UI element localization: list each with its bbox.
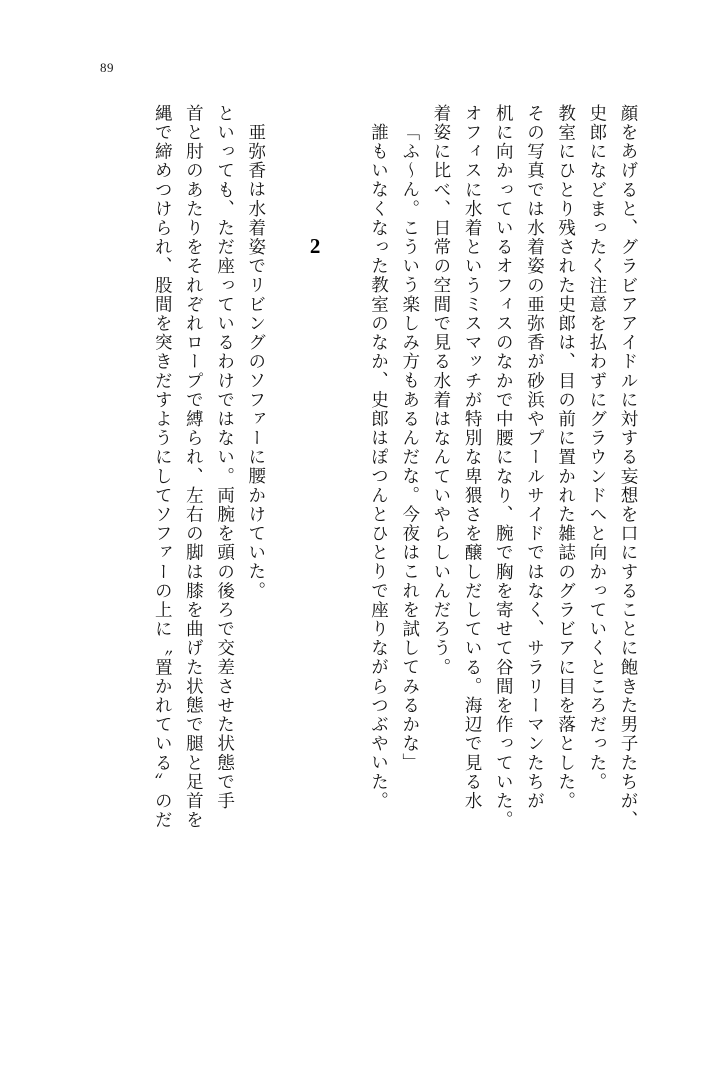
text-column: 首と肘のあたりをそれぞれロープで縛られ、左右の脚は膝を曲げた状態で腿と足首を (184, 104, 205, 830)
column-gap (330, 104, 356, 949)
page-number: 89 (100, 60, 114, 75)
column-gap (268, 104, 294, 949)
section-number: 2 (303, 234, 328, 258)
text-column: その写真では水着姿の亜弥香が砂浜やプールサイドではなく、サラリーマンたちが (525, 104, 546, 811)
text-column: 「ふ〜ん。こういう楽しみ方もあるんだな。今夜はこれを試してみるかな」 (400, 123, 421, 773)
text-column: といっても、ただ座っているわけではない。両腕を頭の後ろで交差させた状態で手 (215, 104, 236, 811)
text-column: 史郎になどまったく注意を払わずにグラウンドへと向かっていくところだった。 (587, 104, 608, 792)
text-column: 亜弥香は水着姿でリビングのソファーに腰かけていた。 (246, 123, 267, 601)
text-column: 机に向かっているオフィスのなかで中腰になり、腕で胸を寄せて谷間を作っていた。 (494, 104, 515, 830)
vertical-text-block (77, 104, 637, 949)
text-column: 顔をあげると、グラビアアイドルに対する妄想を口にすることに飽きた男子たちが、 (619, 104, 639, 830)
text-column: オフィスに水着というミスマッチが特別な卑猥さを醸しだしている。海辺で見る水 (463, 104, 484, 811)
text-column: 縄で締めつけられ、股間を突きだすようにしてソファーの上に〝置かれている〟のだ (153, 104, 174, 830)
text-column: 教室にひとり残された史郎は、目の前に置かれた雑誌のグラビアに目を落とした。 (556, 104, 577, 811)
text-column: 誰もいなくなった教室のなか、史郎はぽつんとひとりで座りながらつぶやいた。 (369, 123, 390, 811)
text-column: 着姿に比べ、日常の空間で見る水着はなんていやらしいんだろう。 (431, 104, 452, 677)
